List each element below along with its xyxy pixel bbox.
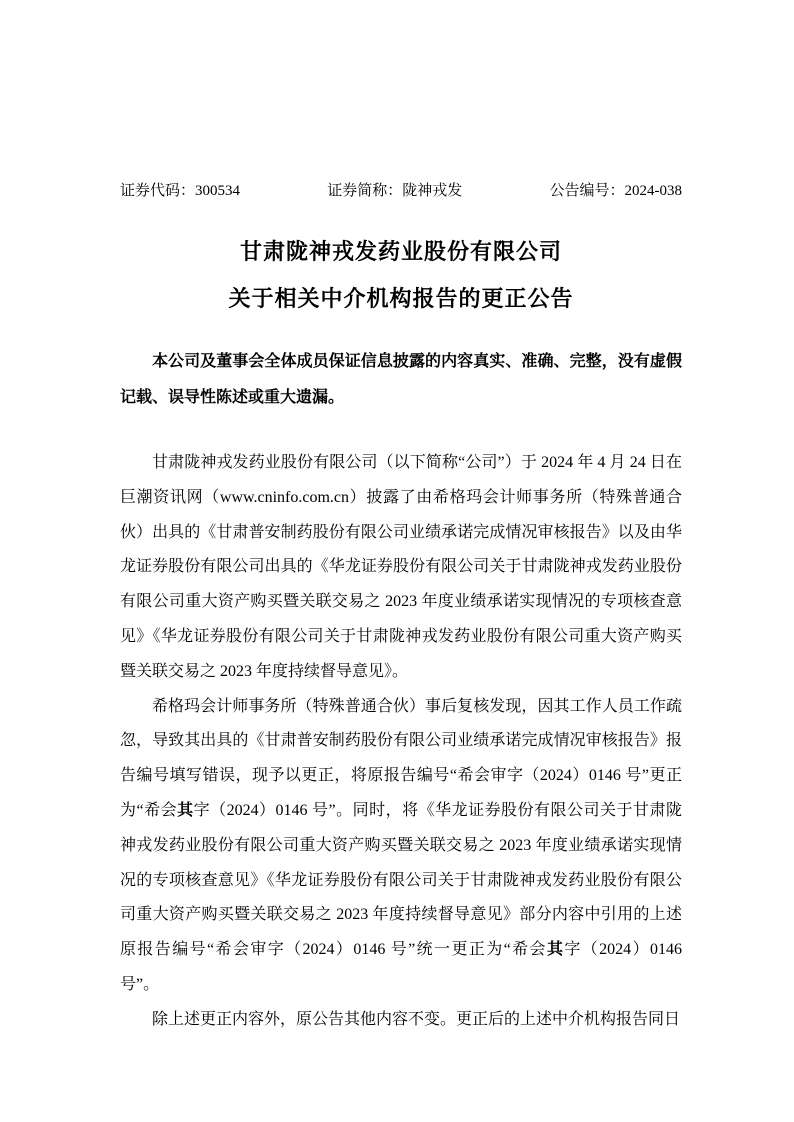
corrected-text-run: 其: [177, 801, 194, 819]
paragraph: [120, 446, 682, 690]
body-paragraphs: [120, 446, 682, 1038]
title-company-name: 甘肃陇神戎发药业股份有限公司: [239, 239, 562, 264]
paragraph: [120, 1003, 682, 1038]
stock-short-name: 证券简称：陇神戎发: [327, 183, 463, 199]
document-header: [120, 180, 682, 202]
board-disclaimer: 本公司及董事会全体成员保证信息披露的内容真实、准确、完整，没有虚假记载、误导性陈述或重大遗漏。: [120, 353, 682, 406]
corrected-text-run: 其: [546, 941, 565, 959]
stock-code: 证券代码：300534: [120, 183, 241, 199]
document-title: [120, 228, 682, 322]
text-run: 除上述更正内容外，原公告其他内容不变。更正后的上述中介机构报告同日: [152, 1010, 681, 1028]
text-run: 字（2024）0146 号”。: [120, 941, 682, 993]
announcement-number: 公告编号：2024-038: [549, 183, 682, 199]
title-announcement-subject: 关于相关中介机构报告的更正公告: [228, 286, 574, 311]
text-run: 希格玛会计师事务所（特殊普通合伙）事后复核发现，因其工作人员工作疏忽，导致其出具的《甘肃普安制药股份有限公司业绩承诺完成情况审核报告》报告编号填写错误，现予以更正，将原报告编号“希会审字（2024）0146 号”更正为“希会: [120, 697, 682, 819]
paragraph: [120, 690, 682, 1003]
text-run: 字（2024）0146 号”。同时，将《华龙证券股份有限公司关于甘肃陇神戎发药业股份有限公司重大资产购买暨关联交易之 2023 年度业绩承诺实现情况的专项核查意见》《华龙证券股份有限公司关于甘肃陇神戎发药业股份有限公司重大资产购买暨关联交易之 2023 年度持续督导意见》部分内容中引用的上述原报告编号“希会审字（2024）0146 号”统一更正为“希会: [120, 801, 682, 959]
text-run: 甘肃陇神戎发药业股份有限公司（以下简称“公司”）于 2024 年 4 月 24 日在巨潮资讯网（www.cninfo.com.cn）披露了由希格玛会计师事务所（特殊普通合伙）出具的《甘肃普安制药股份有限公司业绩承诺完成情况审核报告》以及由华龙证券股份有限公司出具的《华龙证券股份有限公司关于甘肃陇神戎发药业股份有限公司重大资产购买暨关联交易之 2023 年度业绩承诺实现情况的专项核查意见》《华龙证券股份有限公司关于甘肃陇神戎发药业股份有限公司重大资产购买暨关联交易之 2023 年度持续督导意见》。: [120, 454, 682, 680]
